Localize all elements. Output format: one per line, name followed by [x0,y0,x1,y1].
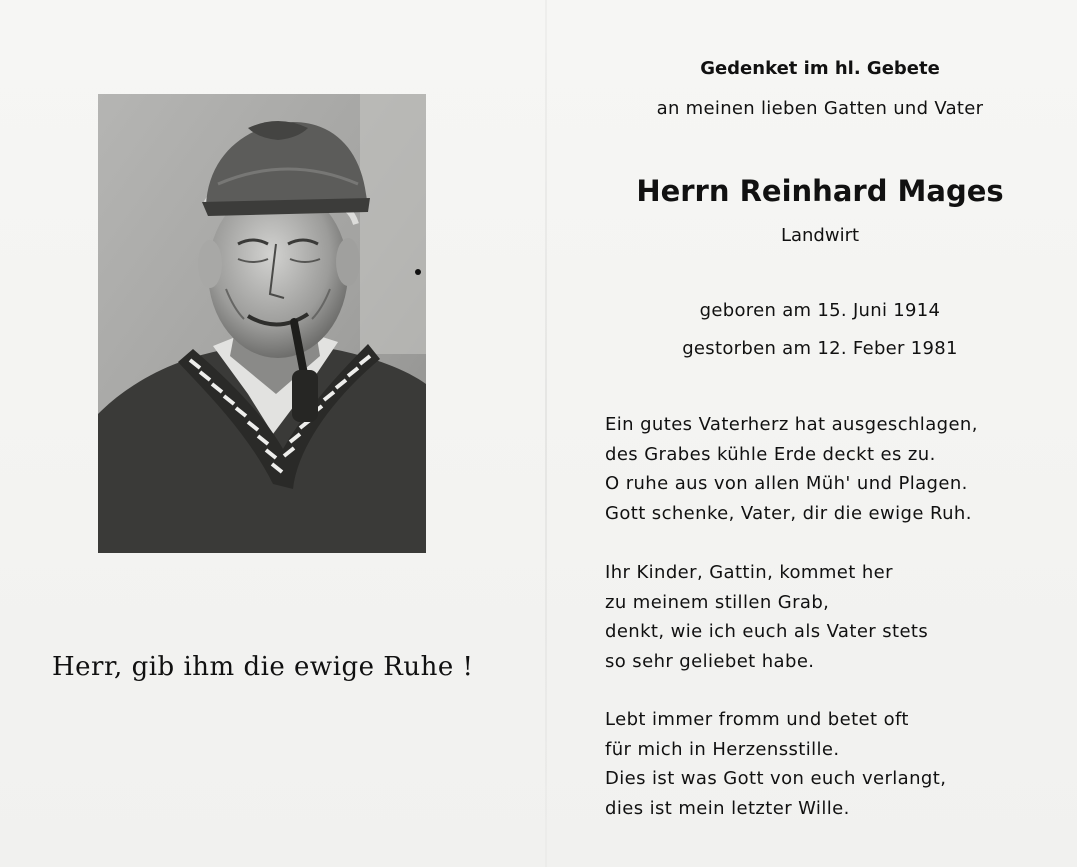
verse-line: denkt, wie ich euch als Vater stets [605,621,929,642]
verse-line: so sehr geliebet habe. [605,650,815,672]
verse-line: Lebt immer fromm und betet oft [605,709,909,730]
deceased-name: Herrn Reinhard Mages [636,174,1004,208]
verse-line: für mich in Herzensstille. [605,738,840,760]
closing-prayer: Herr, gib ihm die ewige Ruhe ! [52,652,474,682]
verse-stanza-1 [605,410,978,528]
birth-date: geboren am 15. Juni 1914 [699,300,941,321]
verse-line: zu meinem stillen Grab, [605,591,830,613]
verse-line: des Grabes kühle Erde deckt es zu. [605,443,936,465]
memorial-subheading: an meinen lieben Gatten und Vater [656,98,984,119]
memorial-heading: Gedenket im hl. Gebete [700,58,940,79]
death-date: gestorben am 12. Feber 1981 [682,338,958,359]
verse-line: dies ist mein letzter Wille. [605,797,850,819]
verse-stanza-2 [605,558,928,676]
portrait-photo [98,94,426,553]
card-fold-line [545,0,547,867]
verse-stanza-3 [605,705,946,823]
verse-line: Dies ist was Gott von euch verlangt, [605,768,947,789]
verse-line: Gott schenke, Vater, dir die ewige Ruh. [605,502,972,524]
verse-line: Ein gutes Vaterherz hat ausgeschlagen, [605,414,978,435]
verse-line: O ruhe aus von allen Müh' und Plagen. [605,473,968,494]
verse-line: Ihr Kinder, Gattin, kommet her [605,562,893,583]
deceased-occupation: Landwirt [780,225,860,246]
